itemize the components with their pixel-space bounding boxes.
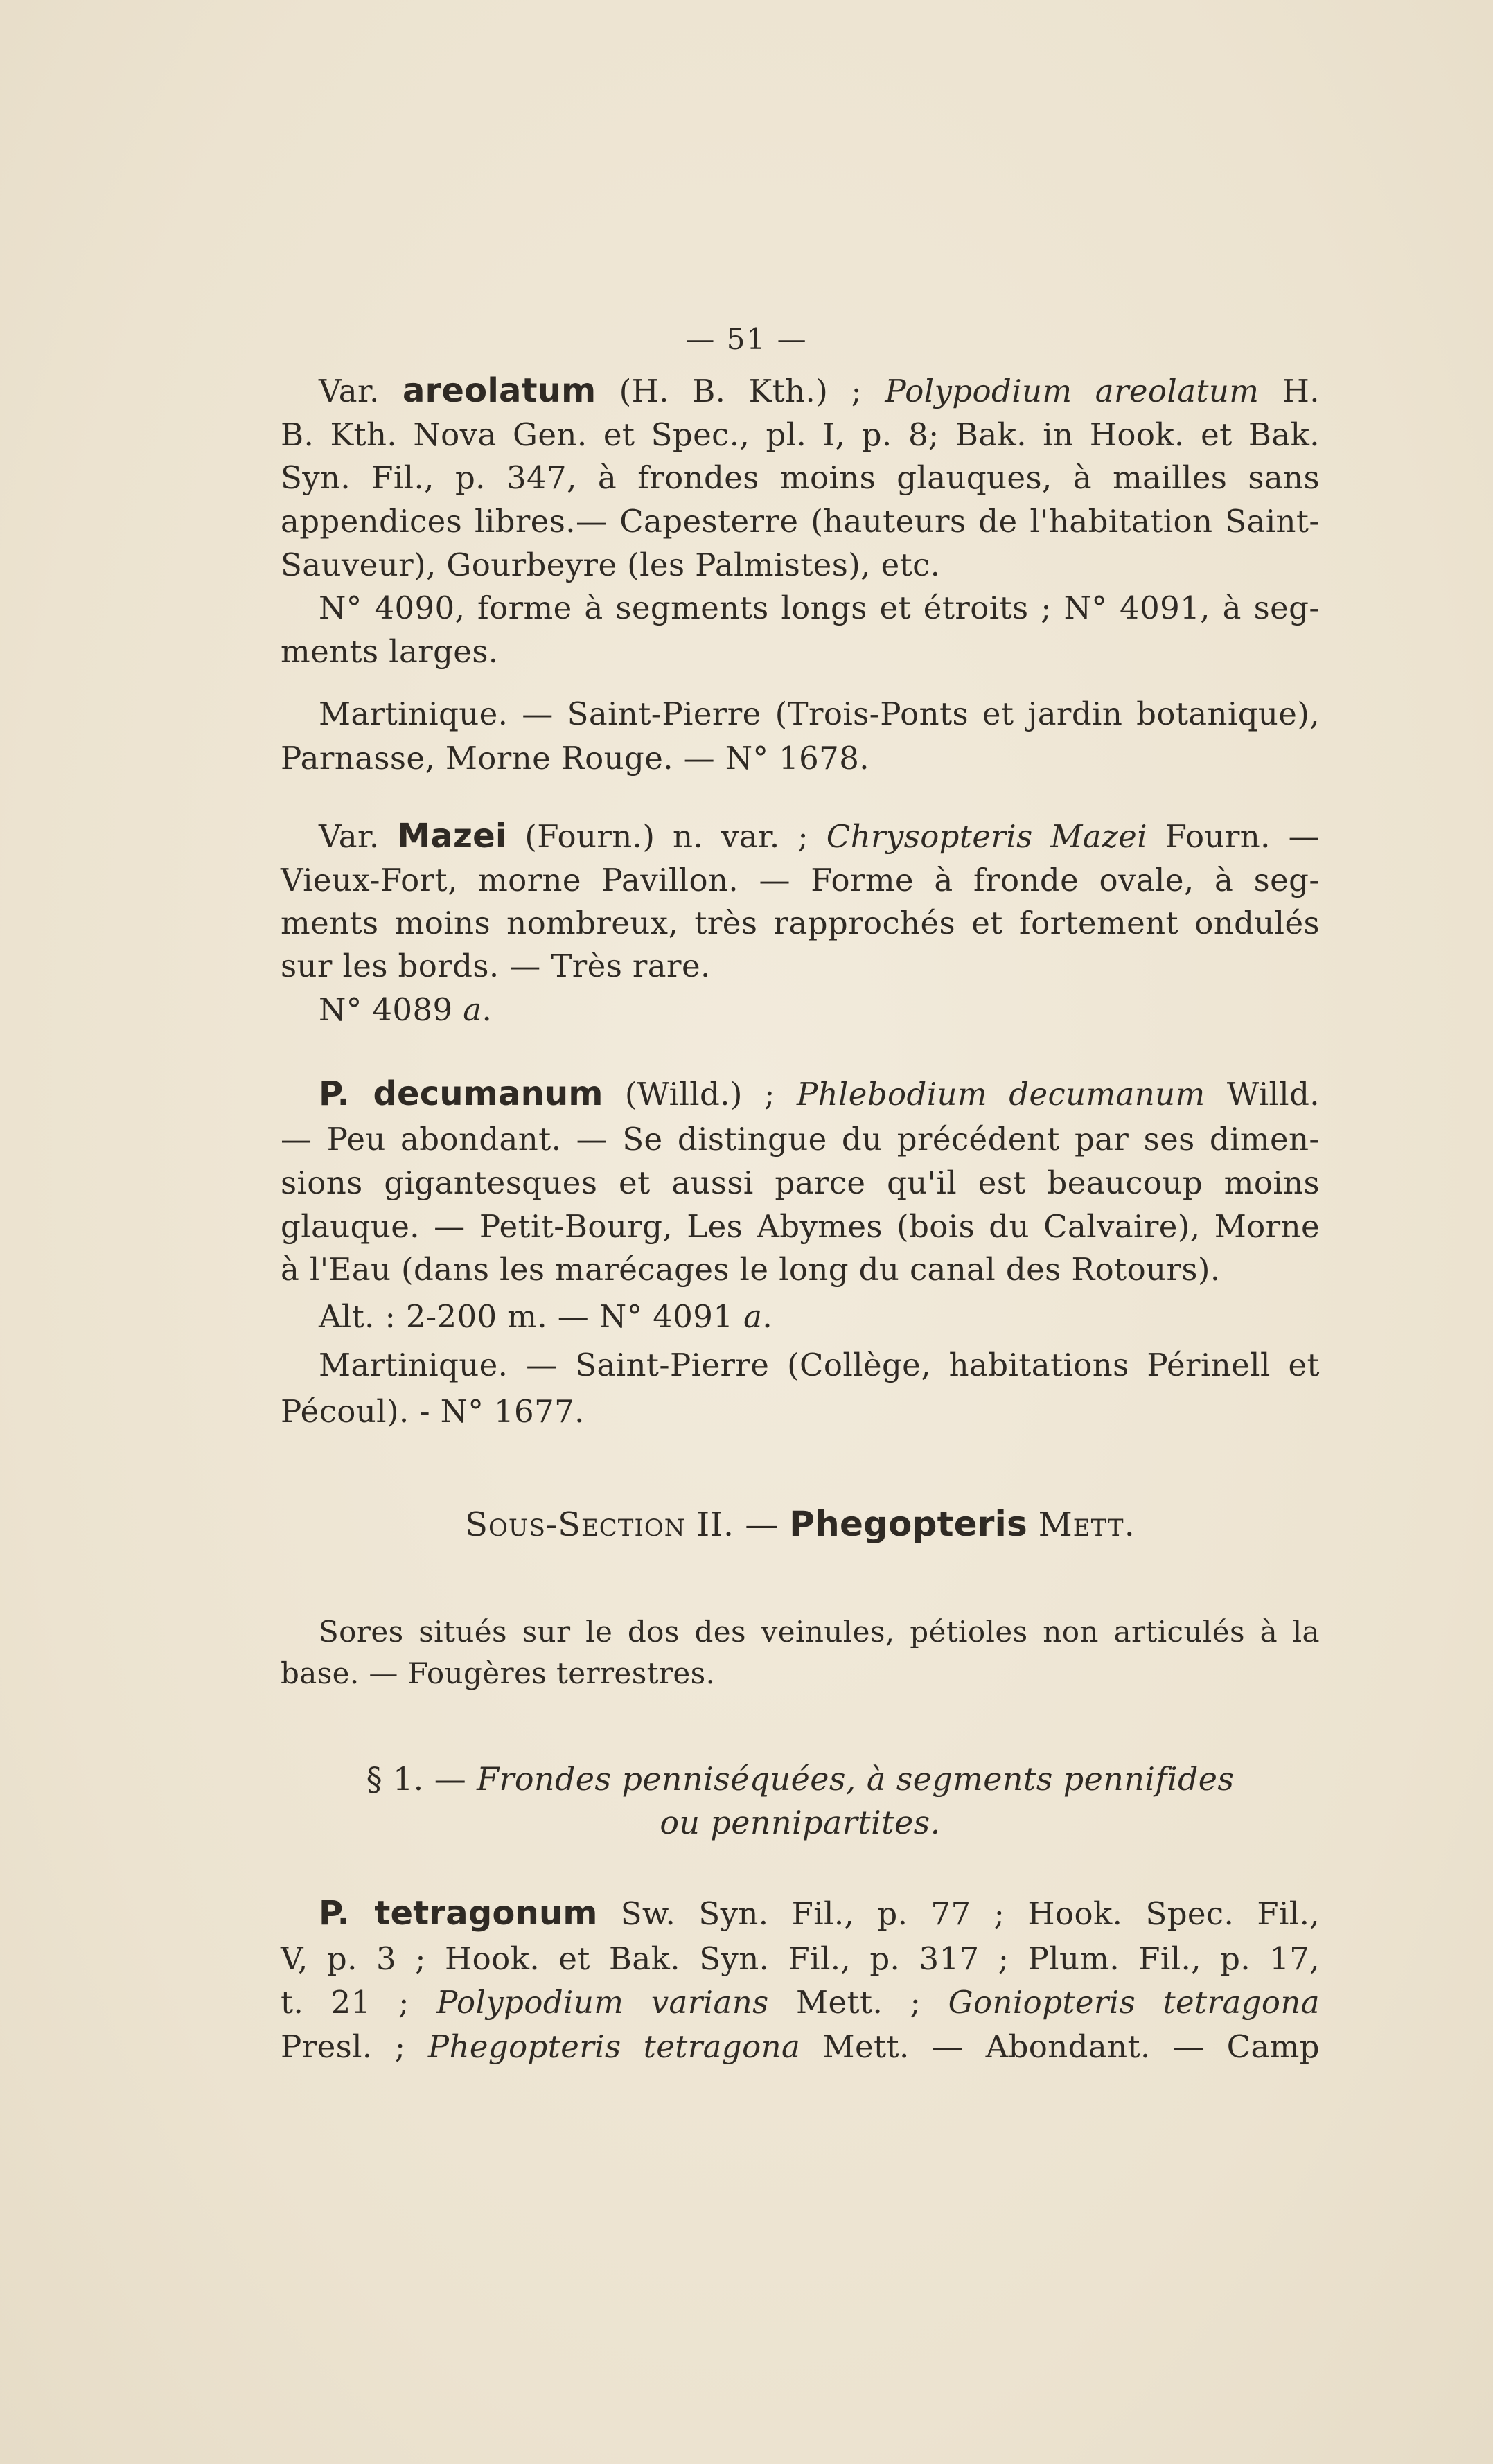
section-heading: Sous-Section II. — Phegopteris Mett. — [465, 1504, 1136, 1544]
para1-line3: Syn. Fil., p. 347, à frondes moins glauques, à mailles sans — [281, 459, 1320, 496]
para2-line2: Vieux-Fort, morne Pavillon. — Forme à fronde ovale, à seg- — [281, 862, 1320, 898]
para2-line5: N° 4089 a. — [319, 991, 493, 1028]
para3-line2: — Peu abondant. — Se distingue du précédent par ses dimen- — [281, 1121, 1320, 1158]
para4-line2: base. — Fougères terrestres. — [281, 1656, 716, 1690]
para1-line8: Martinique. — Saint-Pierre (Trois-Ponts et jardin botanique), — [319, 695, 1320, 732]
para1-line1: Var. areolatum (H. B. Kth.) ; Polypodium areolatum H. — [319, 371, 1320, 410]
para5-line4: Presl. ; Phegopteris tetragona Mett. — Abondant. — Camp — [281, 2028, 1320, 2065]
subheading-line1: § 1. — Frondes penniséquées, à segments pennifides — [366, 1760, 1235, 1798]
page-number: — 51 — — [685, 322, 808, 356]
para2-line4: sur les bords. — Très rare. — [281, 948, 711, 984]
para3-line6: Alt. : 2-200 m. — N° 4091 a. — [319, 1298, 773, 1335]
subheading-line2: ou pennipartites. — [660, 1804, 941, 1841]
para1-line9: Parnasse, Morne Rouge. — N° 1678. — [281, 740, 869, 777]
para2-line1: Var. Mazei (Fourn.) n. var. ; Chrysopteris Mazei Fourn. — — [319, 817, 1320, 856]
para3-line8: Pécoul). - N° 1677. — [281, 1393, 585, 1430]
para3-line4: glauque. — Petit-Bourg, Les Abymes (bois du Calvaire), Morne — [281, 1208, 1320, 1245]
taxon-areolatum: areolatum — [402, 371, 597, 410]
para3-line5: à l'Eau (dans les marécages le long du canal des Rotours). — [281, 1251, 1221, 1288]
para1-line6: N° 4090, forme à segments longs et étroits ; N° 4091, à seg- — [319, 590, 1320, 626]
para2-line3: ments moins nombreux, très rapprochés et fortement ondulés — [281, 905, 1320, 941]
para1-line5: Sauveur), Gourbeyre (les Palmistes), etc. — [281, 547, 941, 583]
para1-line4: appendices libres.— Capesterre (hauteurs de l'habitation Saint- — [281, 503, 1320, 540]
taxon-tetragonum: tetragonum — [374, 1894, 598, 1933]
taxon-mazei: Mazei — [397, 817, 507, 856]
para5-line3: t. 21 ; Polypodium varians Mett. ; Goniopteris tetragona — [281, 1984, 1320, 2021]
para5-line2: V, p. 3 ; Hook. et Bak. Syn. Fil., p. 317 ; Plum. Fil., p. 17, — [281, 1940, 1320, 1977]
para4-line1: Sores situés sur le dos des veinules, pétioles non articulés à la — [319, 1615, 1320, 1649]
taxon-decumanum: decumanum — [373, 1074, 603, 1113]
para3-line7: Martinique. — Saint-Pierre (Collège, habitations Périnell et — [319, 1347, 1320, 1383]
para1-line2: B. Kth. Nova Gen. et Spec., pl. I, p. 8; Bak. in Hook. et Bak. — [281, 416, 1320, 453]
para3-line1: P. decumanum (Willd.) ; Phlebodium decumanum Willd. — [319, 1074, 1320, 1113]
para1-line7: ments larges. — [281, 633, 499, 670]
para3-line3: sions gigantesques et aussi parce qu'il est beaucoup moins — [281, 1164, 1320, 1201]
para5-line1: P. tetragonum Sw. Syn. Fil., p. 77 ; Hook. Spec. Fil., — [319, 1894, 1320, 1933]
